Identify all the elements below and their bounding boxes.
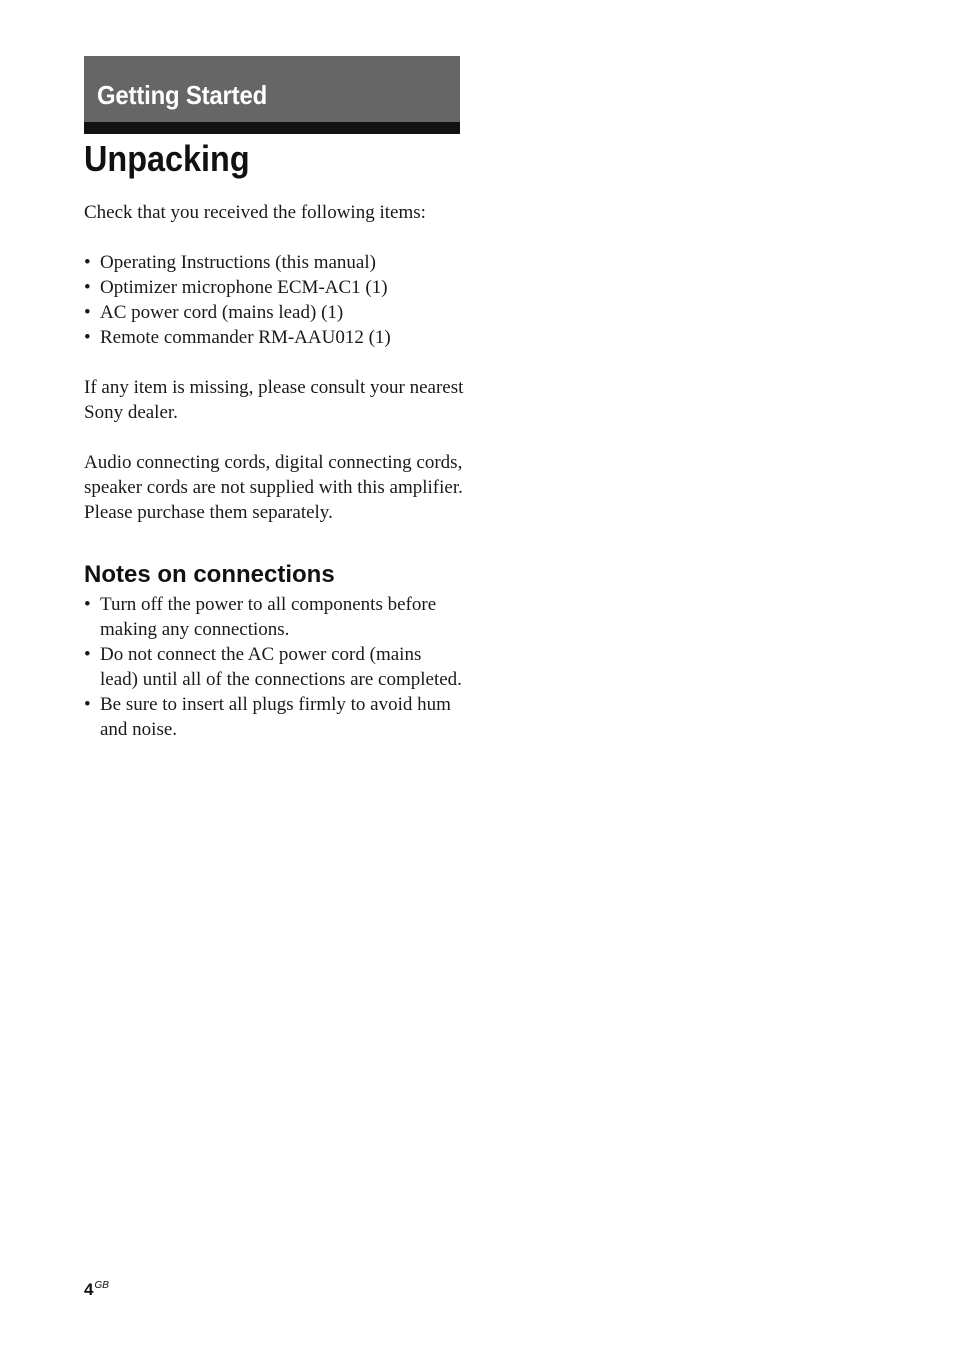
bullet-icon: • [84,327,91,348]
list-item-text: Operating Instructions (this manual) [100,252,376,273]
spacer [84,425,464,450]
spacer [84,350,464,375]
page-title: Unpacking [84,138,250,179]
connection-notes-list [84,592,464,742]
list-item-text: Turn off the power to all components before making any connections. [100,594,437,640]
list-item-text: AC power cord (mains lead) (1) [100,302,344,323]
list-item [84,642,464,692]
package-contents-list [84,250,464,350]
bullet-icon: • [84,644,91,665]
section-label: Getting Started [97,80,268,110]
notes-heading: Notes on connections [84,561,335,588]
page-number-value: 4 [84,1280,94,1299]
list-item-text: Optimizer microphone ECM-AC1 (1) [100,277,388,298]
list-item [84,592,464,642]
list-item [84,325,464,350]
list-item [84,275,464,300]
section-banner [84,56,460,134]
bullet-icon: • [84,252,91,273]
spacer [84,225,464,250]
list-item-text: Be sure to insert all plugs firmly to avoid hum and noise. [100,694,451,740]
list-item-text: Remote commander RM-AAU012 (1) [100,327,391,348]
cords-note: Audio connecting cords, digital connecting cords, speaker cords are not supplied with this amplifier. Please purchase them separately. [84,452,463,523]
page-number-suffix: GB [94,1280,109,1291]
page-number [84,1280,109,1300]
bullet-icon: • [84,277,91,298]
list-item [84,250,464,275]
bullet-icon: • [84,302,91,323]
body-column [84,200,464,742]
intro-text: Check that you received the following items: [84,202,426,223]
list-item [84,692,464,742]
bullet-icon: • [84,594,91,615]
list-item [84,300,464,325]
spacer [84,525,464,550]
list-item-text: Do not connect the AC power cord (mains lead) until all of the connections are completed. [100,644,462,690]
missing-item-note: If any item is missing, please consult your nearest Sony dealer. [84,377,464,423]
bullet-icon: • [84,694,91,715]
